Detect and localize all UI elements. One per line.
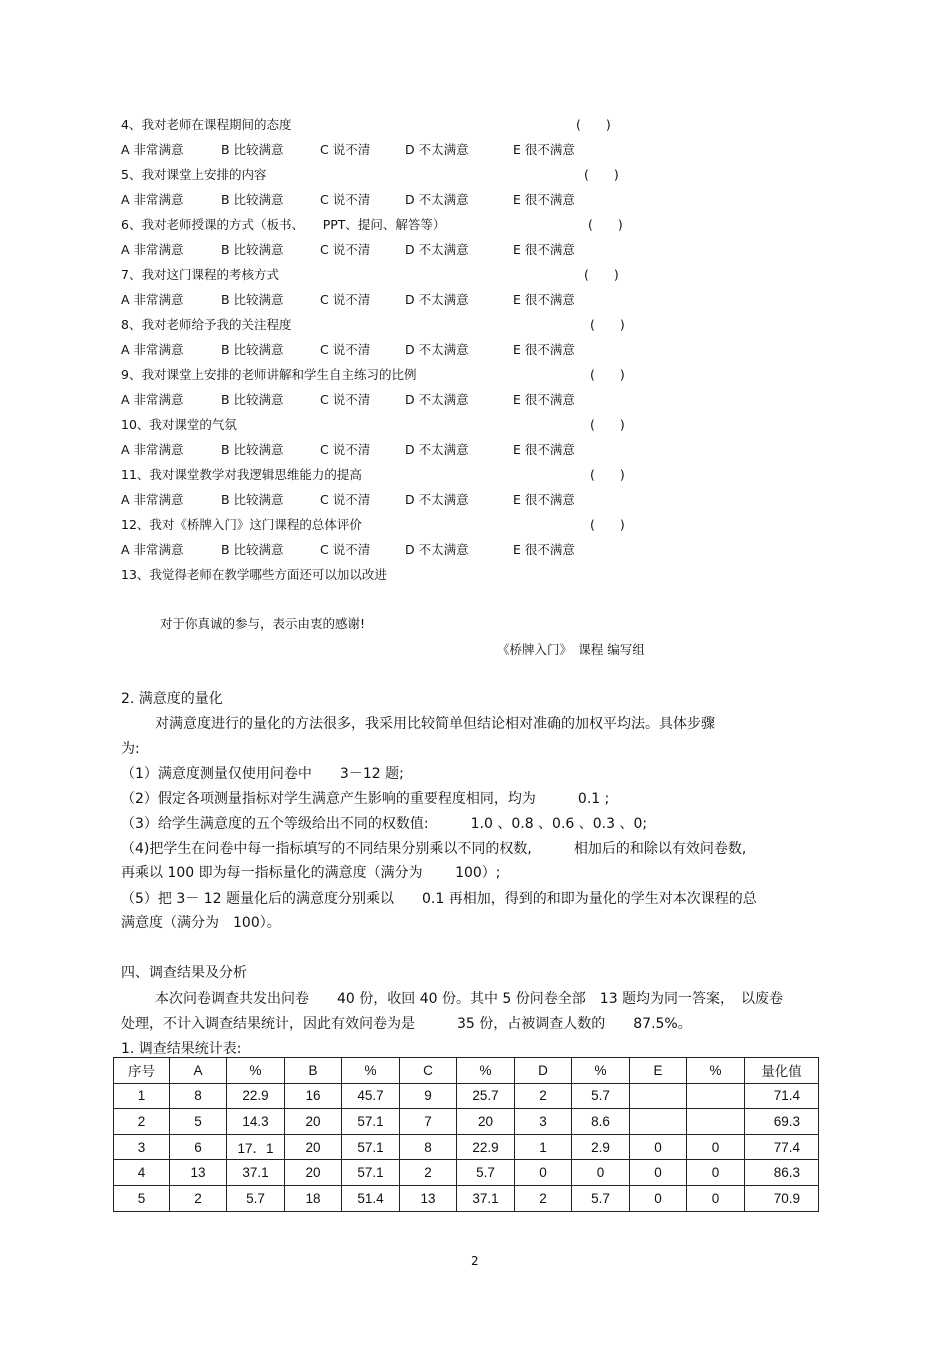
table-cell	[630, 1109, 687, 1135]
table-cell: 22.9	[227, 1083, 285, 1109]
column-header: %	[227, 1058, 285, 1084]
answer-blank[interactable]: ( )	[590, 317, 625, 332]
table-cell: 0	[515, 1160, 572, 1186]
question-8: 8、我对老师给予我的关注程度	[121, 317, 292, 332]
step-1: （1）满意度测量仅使用问卷中 3－12 题;	[121, 766, 404, 782]
option-e: E 很不满意	[513, 392, 575, 407]
option-b: B 比较满意	[221, 242, 284, 257]
option-a: A 非常满意	[121, 442, 184, 457]
table-cell	[687, 1109, 745, 1135]
table-cell: 37.1	[457, 1185, 515, 1211]
option-d: D 不太满意	[405, 242, 469, 257]
section-2-intro: 对满意度进行的量化的方法很多，我采用比较简单但结论相对准确的加权平均法。具体步骤	[155, 716, 715, 732]
table-row	[114, 1160, 819, 1186]
signature: 《桥牌入门》 课程 编写组	[497, 642, 645, 657]
table-cell: 5.7	[572, 1185, 630, 1211]
option-b: B 比较满意	[221, 142, 284, 157]
table-cell: 25.7	[457, 1083, 515, 1109]
table-cell: 86.3	[745, 1160, 819, 1186]
column-header: B	[285, 1058, 342, 1084]
thanks-note: 对于你真诚的参与，表示由衷的感谢!	[160, 616, 366, 631]
table-cell: 0	[687, 1134, 745, 1160]
table-cell: 9	[400, 1083, 457, 1109]
question-13: 13、我觉得老师在教学哪些方面还可以加以改进	[121, 567, 387, 582]
table-cell: 57.1	[342, 1160, 400, 1186]
table-cell: 0	[687, 1160, 745, 1186]
answer-blank[interactable]: ( )	[584, 167, 619, 182]
table-cell: 8.6	[572, 1109, 630, 1135]
table-cell: 2.9	[572, 1134, 630, 1160]
answer-blank[interactable]: ( )	[590, 517, 625, 532]
question-10: 10、我对课堂的气氛	[121, 417, 237, 432]
table-cell: 18	[285, 1185, 342, 1211]
option-b: B 比较满意	[221, 492, 284, 507]
section-4-paragraph-cont: 处理，不计入调查结果统计，因此有效问卷为是 35 份，占被调查人数的 87.5%。	[121, 1016, 692, 1032]
step-3: （3）给学生满意度的五个等级给出不同的权数值: 1.0 、0.8 、0.6 、0.3 、0;	[121, 816, 648, 832]
table-cell	[630, 1083, 687, 1109]
table-row	[114, 1185, 819, 1211]
option-e: E 很不满意	[513, 342, 575, 357]
option-b: B 比较满意	[221, 542, 284, 557]
step-2: （2）假定各项测量指标对学生满意产生影响的重要程度相同，均为 0.1 ;	[121, 791, 610, 807]
table-cell: 5	[170, 1109, 227, 1135]
table-cell: 57.1	[342, 1109, 400, 1135]
option-c: C 说不清	[320, 492, 371, 507]
option-d: D 不太满意	[405, 392, 469, 407]
table-cell: 77.4	[745, 1134, 819, 1160]
section-2-heading: 2. 满意度的量化	[121, 691, 223, 707]
option-c: C 说不清	[320, 442, 371, 457]
table-cell: 20	[285, 1134, 342, 1160]
option-d: D 不太满意	[405, 542, 469, 557]
question-4: 4、我对老师在课程期间的态度	[121, 117, 292, 132]
option-a: A 非常满意	[121, 492, 184, 507]
option-b: B 比较满意	[221, 192, 284, 207]
table-row	[114, 1109, 819, 1135]
table-cell: 5.7	[572, 1083, 630, 1109]
table-cell: 6	[170, 1134, 227, 1160]
column-header: A	[170, 1058, 227, 1084]
option-d: D 不太满意	[405, 142, 469, 157]
option-a: A 非常满意	[121, 142, 184, 157]
table-cell: 2	[170, 1185, 227, 1211]
table-cell: 69.3	[745, 1109, 819, 1135]
table-cell: 57.1	[342, 1134, 400, 1160]
page-number: 2	[471, 1254, 479, 1268]
answer-blank[interactable]: ( )	[590, 367, 625, 382]
table-cell: 37.1	[227, 1160, 285, 1186]
table-cell: 1	[114, 1083, 170, 1109]
option-d: D 不太满意	[405, 442, 469, 457]
column-header: %	[342, 1058, 400, 1084]
answer-blank[interactable]: ( )	[590, 467, 625, 482]
table-cell: 3	[114, 1134, 170, 1160]
table-cell: 0	[630, 1134, 687, 1160]
table-cell: 13	[400, 1185, 457, 1211]
option-c: C 说不清	[320, 142, 371, 157]
option-e: E 很不满意	[513, 492, 575, 507]
option-a: A 非常满意	[121, 542, 184, 557]
step-4-cont: 再乘以 100 即为每一指标量化的满意度（满分为 100）;	[121, 865, 501, 881]
option-c: C 说不清	[320, 192, 371, 207]
option-a: A 非常满意	[121, 392, 184, 407]
option-a: A 非常满意	[121, 292, 184, 307]
answer-blank[interactable]: ( )	[590, 417, 625, 432]
table-row	[114, 1134, 819, 1160]
table-cell: 13	[170, 1160, 227, 1186]
table-cell: 0	[687, 1185, 745, 1211]
option-e: E 很不满意	[513, 542, 575, 557]
question-9: 9、我对课堂上安排的老师讲解和学生自主练习的比例	[121, 367, 417, 382]
table-cell: 0	[630, 1160, 687, 1186]
option-c: C 说不清	[320, 292, 371, 307]
option-b: B 比较满意	[221, 292, 284, 307]
section-4-heading: 四、调查结果及分析	[121, 965, 247, 981]
table-cell: 0	[572, 1160, 630, 1186]
table-cell: 71.4	[745, 1083, 819, 1109]
column-header: %	[572, 1058, 630, 1084]
option-a: A 非常满意	[121, 192, 184, 207]
table-cell: 2	[515, 1185, 572, 1211]
table-title: 1. 调查结果统计表:	[121, 1041, 242, 1057]
option-c: C 说不清	[320, 542, 371, 557]
table-cell: 3	[515, 1109, 572, 1135]
table-cell: 45.7	[342, 1083, 400, 1109]
column-header: %	[687, 1058, 745, 1084]
option-e: E 很不满意	[513, 242, 575, 257]
option-c: C 说不清	[320, 242, 371, 257]
table-cell: 8	[170, 1083, 227, 1109]
option-b: B 比较满意	[221, 442, 284, 457]
table-cell: 0	[630, 1185, 687, 1211]
table-row	[114, 1083, 819, 1109]
question-5: 5、我对课堂上安排的内容	[121, 167, 267, 182]
option-c: C 说不清	[320, 342, 371, 357]
option-d: D 不太满意	[405, 492, 469, 507]
column-header: 序号	[114, 1058, 170, 1084]
answer-blank[interactable]: ( )	[584, 267, 619, 282]
option-b: B 比较满意	[221, 342, 284, 357]
table-cell: 5.7	[457, 1160, 515, 1186]
table-cell: 2	[400, 1160, 457, 1186]
table-cell: 20	[285, 1109, 342, 1135]
table-cell: 51.4	[342, 1185, 400, 1211]
table-cell: 20	[457, 1109, 515, 1135]
results-table	[113, 1057, 819, 1212]
column-header: 量化值	[745, 1058, 819, 1084]
column-header: E	[630, 1058, 687, 1084]
table-cell: 4	[114, 1160, 170, 1186]
table-cell: 20	[285, 1160, 342, 1186]
option-a: A 非常满意	[121, 342, 184, 357]
option-e: E 很不满意	[513, 192, 575, 207]
table-cell: 1	[515, 1134, 572, 1160]
question-12: 12、我对《桥牌入门》这门课程的总体评价	[121, 517, 362, 532]
table-cell: 8	[400, 1134, 457, 1160]
option-d: D 不太满意	[405, 192, 469, 207]
question-11: 11、我对课堂教学对我逻辑思维能力的提高	[121, 467, 362, 482]
table-cell: 14.3	[227, 1109, 285, 1135]
table-cell: 2	[114, 1109, 170, 1135]
table-header-row	[114, 1058, 819, 1084]
question-7: 7、我对这门课程的考核方式	[121, 267, 279, 282]
question-6: 6、我对老师授课的方式（板书、 PPT、提问、解答等）	[121, 217, 446, 232]
table-cell: 5	[114, 1185, 170, 1211]
section-2-intro-cont: 为:	[121, 741, 140, 757]
column-header: D	[515, 1058, 572, 1084]
option-e: E 很不满意	[513, 142, 575, 157]
option-e: E 很不满意	[513, 442, 575, 457]
option-d: D 不太满意	[405, 292, 469, 307]
step-5-cont: 满意度（满分为 100）。	[121, 915, 281, 931]
step-5: （5）把 3－ 12 题量化后的满意度分别乘以 0.1 再相加，得到的和即为量化的学生对本次课程的总	[121, 891, 757, 907]
table-cell: 5.7	[227, 1185, 285, 1211]
option-b: B 比较满意	[221, 392, 284, 407]
section-4-paragraph: 本次问卷调查共发出问卷 40 份，收回 40 份。其中 5 份问卷全部 13 题均为同一答案， 以废卷	[155, 991, 784, 1007]
table-cell: 17．1	[227, 1134, 285, 1160]
option-e: E 很不满意	[513, 292, 575, 307]
option-c: C 说不清	[320, 392, 371, 407]
answer-blank[interactable]: ( )	[576, 117, 611, 132]
answer-blank[interactable]: ( )	[588, 217, 623, 232]
table-cell	[687, 1083, 745, 1109]
table-cell: 2	[515, 1083, 572, 1109]
table-cell: 70.9	[745, 1185, 819, 1211]
option-a: A 非常满意	[121, 242, 184, 257]
step-4: （4)把学生在问卷中每一指标填写的不同结果分别乘以不同的权数, 相加后的和除以有效问卷数,	[121, 841, 747, 857]
option-d: D 不太满意	[405, 342, 469, 357]
table-cell: 22.9	[457, 1134, 515, 1160]
table-cell: 7	[400, 1109, 457, 1135]
table-cell: 16	[285, 1083, 342, 1109]
column-header: C	[400, 1058, 457, 1084]
column-header: %	[457, 1058, 515, 1084]
